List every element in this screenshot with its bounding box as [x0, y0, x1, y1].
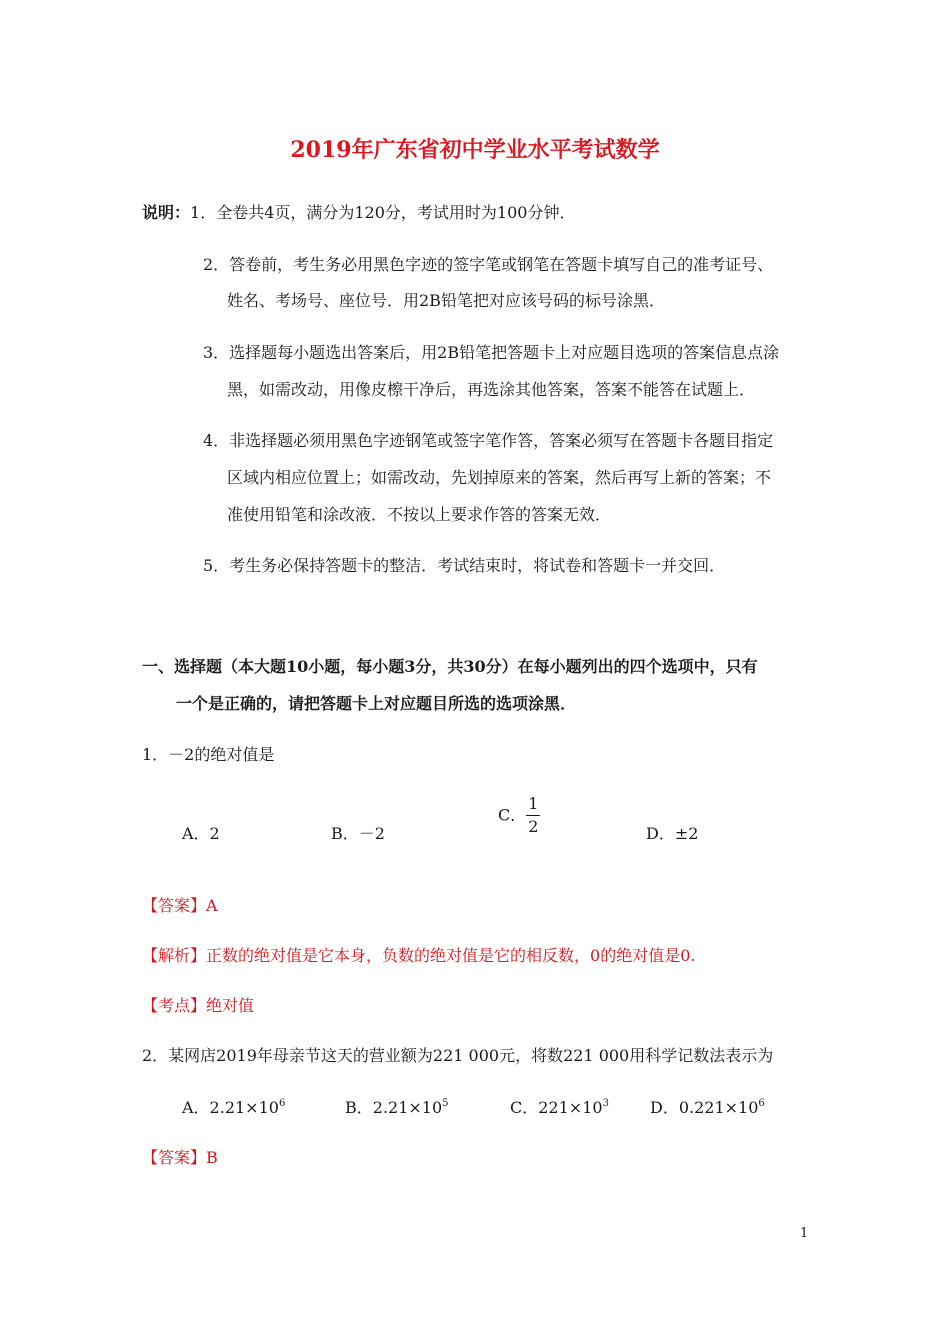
exponent: 6 — [278, 1098, 286, 1109]
answer-value: B — [206, 1148, 218, 1167]
instruction-item: 准使用铅笔和涂改液．不按以上要求作答的答案无效． — [227, 505, 612, 524]
instruction-item: 姓名、考场号、座位号．用2B铅笔把对应该号码的标号涂黑． — [227, 291, 665, 310]
q1-analysis — [142, 946, 695, 966]
q1-option-c — [498, 796, 540, 835]
section-heading-cont: 一个是正确的，请把答题卡上对应题目所选的选项涂黑． — [176, 694, 577, 713]
instruction-item: 3．选择题每小题选出答案后，用2B铅笔把答题卡上对应题目选项的答案信息点涂 — [203, 343, 780, 362]
page-number: 1 — [800, 1226, 809, 1241]
instruction-item: 黑，如需改动，用像皮檫干净后，再选涂其他答案，答案不能答在试题上． — [227, 380, 756, 399]
q2-option-b — [345, 1098, 449, 1118]
q2-option-d-base: D．0.221×10 — [650, 1098, 759, 1117]
q1-option-a: A．2 — [182, 824, 220, 843]
instruction-item: 2．答卷前，考生务必用黑色字迹的签字笔或钢笔在答题卡填写自己的准考证号、 — [203, 255, 774, 274]
exponent: 6 — [758, 1098, 765, 1109]
q2-answer — [142, 1148, 218, 1168]
q2-option-b-base: B．2.21×10 — [345, 1098, 443, 1117]
instructions-label: 说明： — [142, 203, 191, 222]
q2-option-d — [650, 1098, 765, 1118]
analysis-text: 正数的绝对值是它本身，负数的绝对值是它的相反数，0的绝对值是0. — [206, 946, 696, 965]
answer-tag: 【答案】 — [142, 1148, 207, 1167]
instruction-item: 4．非选择题必须用黑色字迹钢笔或签字笔作答，答案必须写在答题卡各题目指定 — [203, 431, 774, 450]
instruction-item: 区域内相应位置上；如需改动，先划掉原来的答案，然后再写上新的答案；不 — [227, 468, 772, 487]
q2-option-c — [510, 1098, 609, 1118]
fraction — [526, 796, 540, 835]
q1-option-c-label: C． — [498, 805, 527, 825]
point-tag: 【考点】 — [142, 996, 207, 1015]
q1-answer — [142, 896, 218, 916]
section-heading: 一、选择题（本大题10小题，每小题3分，共30分）在每小题列出的四个选项中，只有 — [142, 657, 758, 676]
fraction-bar — [526, 815, 540, 816]
fraction-numerator: 1 — [528, 794, 539, 813]
answer-tag: 【答案】 — [142, 896, 207, 915]
instructions — [142, 203, 575, 223]
instruction-item: 1．全卷共4页，满分为120分，考试用时为100分钟． — [190, 203, 576, 222]
q2-option-a — [182, 1098, 285, 1118]
q2-option-c-base: C．221×10 — [510, 1098, 603, 1117]
q1-option-d: D．±2 — [646, 824, 699, 843]
exponent: 5 — [442, 1098, 449, 1109]
question-2-stem: 2．某网店2019年母亲节这天的营业额为221 000元，将数221 000用科学记数法表示为 — [142, 1046, 774, 1065]
q2-option-a-base: A．2.21×10 — [182, 1098, 279, 1117]
point-text: 绝对值 — [206, 996, 255, 1015]
analysis-tag: 【解析】 — [142, 946, 207, 965]
page-title: 2019年广东省初中学业水平考试数学 — [290, 137, 660, 163]
exponent: 3 — [602, 1098, 609, 1109]
q1-point — [142, 996, 254, 1016]
answer-value: A — [206, 896, 218, 915]
q1-option-b: B．－2 — [331, 824, 385, 843]
question-1-stem: 1．－2的绝对值是 — [142, 745, 275, 764]
instruction-item: 5．考生务必保持答题卡的整洁．考试结束时，将试卷和答题卡一并交回． — [203, 556, 726, 575]
fraction-denominator: 2 — [528, 817, 539, 836]
